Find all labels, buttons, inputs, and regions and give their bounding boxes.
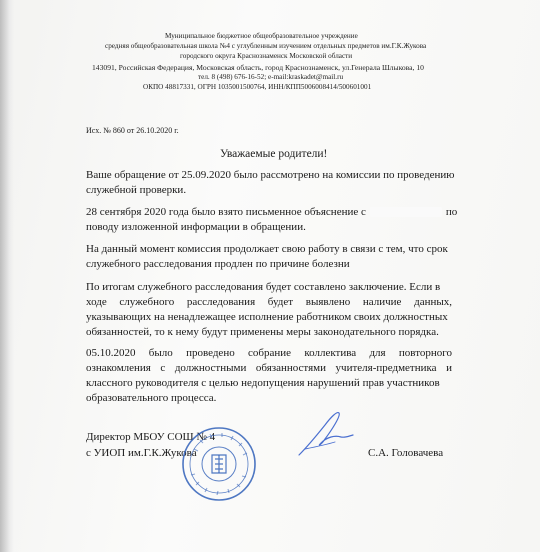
paragraph-4-line-4: обязанностей, то к нему будут применены меры законодательного порядка.: [86, 326, 439, 338]
signatory-role-line-1: Директор МБОУ СОШ № 4: [86, 431, 216, 443]
page-shadow: [0, 0, 14, 552]
header-line-1: Муниципальное бюджетное общеобразовательное учреждение: [165, 32, 358, 40]
paragraph-2-text: 28 сентября 2020 года было взято письменное объяснение с: [86, 206, 366, 218]
paragraph-2-text-end: по: [445, 206, 458, 218]
paragraph-3-line-2: служебного расследования продлен по причине болезни: [86, 258, 350, 270]
signatory-role-line-2: с УИОП им.Г.К.Жукова: [86, 447, 197, 459]
outgoing-number: Исх. № 860 от 26.10.2020 г.: [86, 126, 179, 135]
paragraph-4-line-3: указывающих на ненадлежащее исполнение работником своих должностных: [86, 311, 448, 323]
paragraph-3-line-1: На данный момент комиссия продолжает свою работу в связи с тем, что срок: [86, 243, 448, 255]
paragraph-5-line-1: 05.10.2020 было проведено собрание коллектива для повторного: [86, 347, 452, 359]
header-line-2: средняя общеобразовательная школа №4 с углубленным изучением отдельных предметов им.Г.К.Жукова: [105, 42, 427, 50]
paragraph-1-line-2: служебной проверки.: [86, 184, 187, 196]
paragraph-4-line-1: По итогам служебного расследования будет составлено заключение. Если в: [86, 281, 441, 293]
redacted-name: [370, 207, 442, 217]
paragraph-4-line-2: ходе служебного расследования будет выявлено наличие данных,: [86, 296, 452, 308]
greeting: Уважаемые родители!: [220, 148, 328, 160]
paragraph-1-line-1: Ваше обращение от 25.09.2020 было рассмотрено на комиссии по проведению: [86, 169, 455, 181]
paragraph-5-line-3: классного руководителя с целью недопущения нарушений прав участников: [86, 377, 440, 389]
paragraph-5-line-4: образовательного процесса.: [86, 392, 217, 404]
paragraph-2-line-2: поводу изложенной информации в обращении.: [86, 221, 306, 233]
header-line-3: городского округа Краснознаменск Московской области: [180, 52, 353, 60]
signatory-name: С.А. Головачева: [368, 447, 444, 459]
official-seal: [180, 425, 258, 503]
paragraph-2-line-1: [86, 205, 457, 220]
header-line-4: 143091, Российская Федерация, Московская область, город Краснознаменск, ул.Генерала Шлыкова, 10: [92, 63, 424, 72]
header-line-6: ОКПО 48817331, ОГРН 1035001500764, ИНН/КПП5006008414/500601001: [143, 83, 372, 91]
paragraph-5-line-2: ознакомления с должностными обязанностями учителя-предметника и: [86, 362, 452, 374]
handwritten-signature: [295, 405, 355, 460]
header-line-5: тел. 8 (498) 676-16-52; e-mail:kraskadet@mail.ru: [198, 73, 344, 81]
